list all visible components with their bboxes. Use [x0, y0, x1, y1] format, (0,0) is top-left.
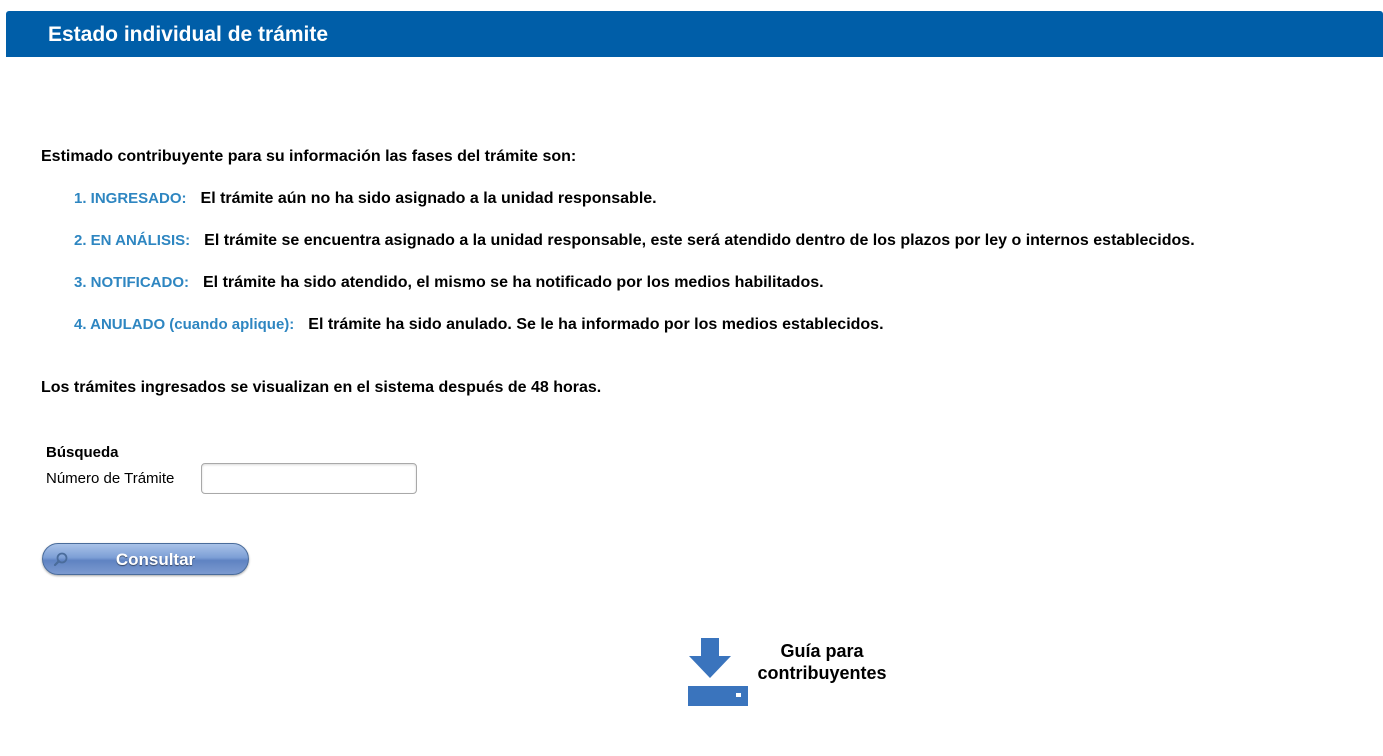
phase-description: El trámite ha sido anulado. Se le ha informado por los medios establecidos. [308, 316, 884, 333]
phase-item-anulado [74, 316, 884, 334]
page-title: Estado individual de trámite [48, 23, 329, 46]
phase-label: 2. EN ANÁLISIS: [74, 232, 191, 249]
guide-label-line2: contribuyentes [757, 663, 887, 683]
phase-description: El trámite aún no ha sido asignado a la unidad responsable. [200, 190, 657, 207]
phase-description: El trámite se encuentra asignado a la unidad responsable, este será atendido dentro de los plazos por ley o internos establecidos. [204, 232, 1195, 249]
phase-label: 1. INGRESADO: [74, 190, 187, 207]
consult-button[interactable] [42, 543, 249, 575]
intro-text: Estimado contribuyente para su información las fases del trámite son: [41, 148, 577, 165]
phase-label: 3. NOTIFICADO: [74, 274, 189, 291]
search-section-title: Búsqueda [46, 444, 119, 461]
tramite-number-label: Número de Trámite [46, 470, 175, 487]
phase-item-notificado [74, 274, 824, 292]
phase-item-ingresado [74, 190, 657, 208]
phase-label: 4. ANULADO (cuando aplique): [74, 316, 295, 333]
phase-item-en-analisis [74, 232, 1195, 250]
consult-button-label: Consultar [115, 550, 196, 569]
guide-label [749, 640, 895, 684]
taxpayer-guide-link[interactable] [687, 636, 907, 708]
visibility-note: Los trámites ingresados se visualizan en el sistema después de 48 horas. [41, 379, 602, 396]
header-bar [6, 11, 1383, 57]
phase-description: El trámite ha sido atendido, el mismo se ha notificado por los medios habilitados. [203, 274, 824, 291]
tramite-number-input[interactable] [201, 463, 417, 494]
download-icon [687, 636, 749, 708]
guide-label-line1: Guía para [780, 641, 864, 661]
